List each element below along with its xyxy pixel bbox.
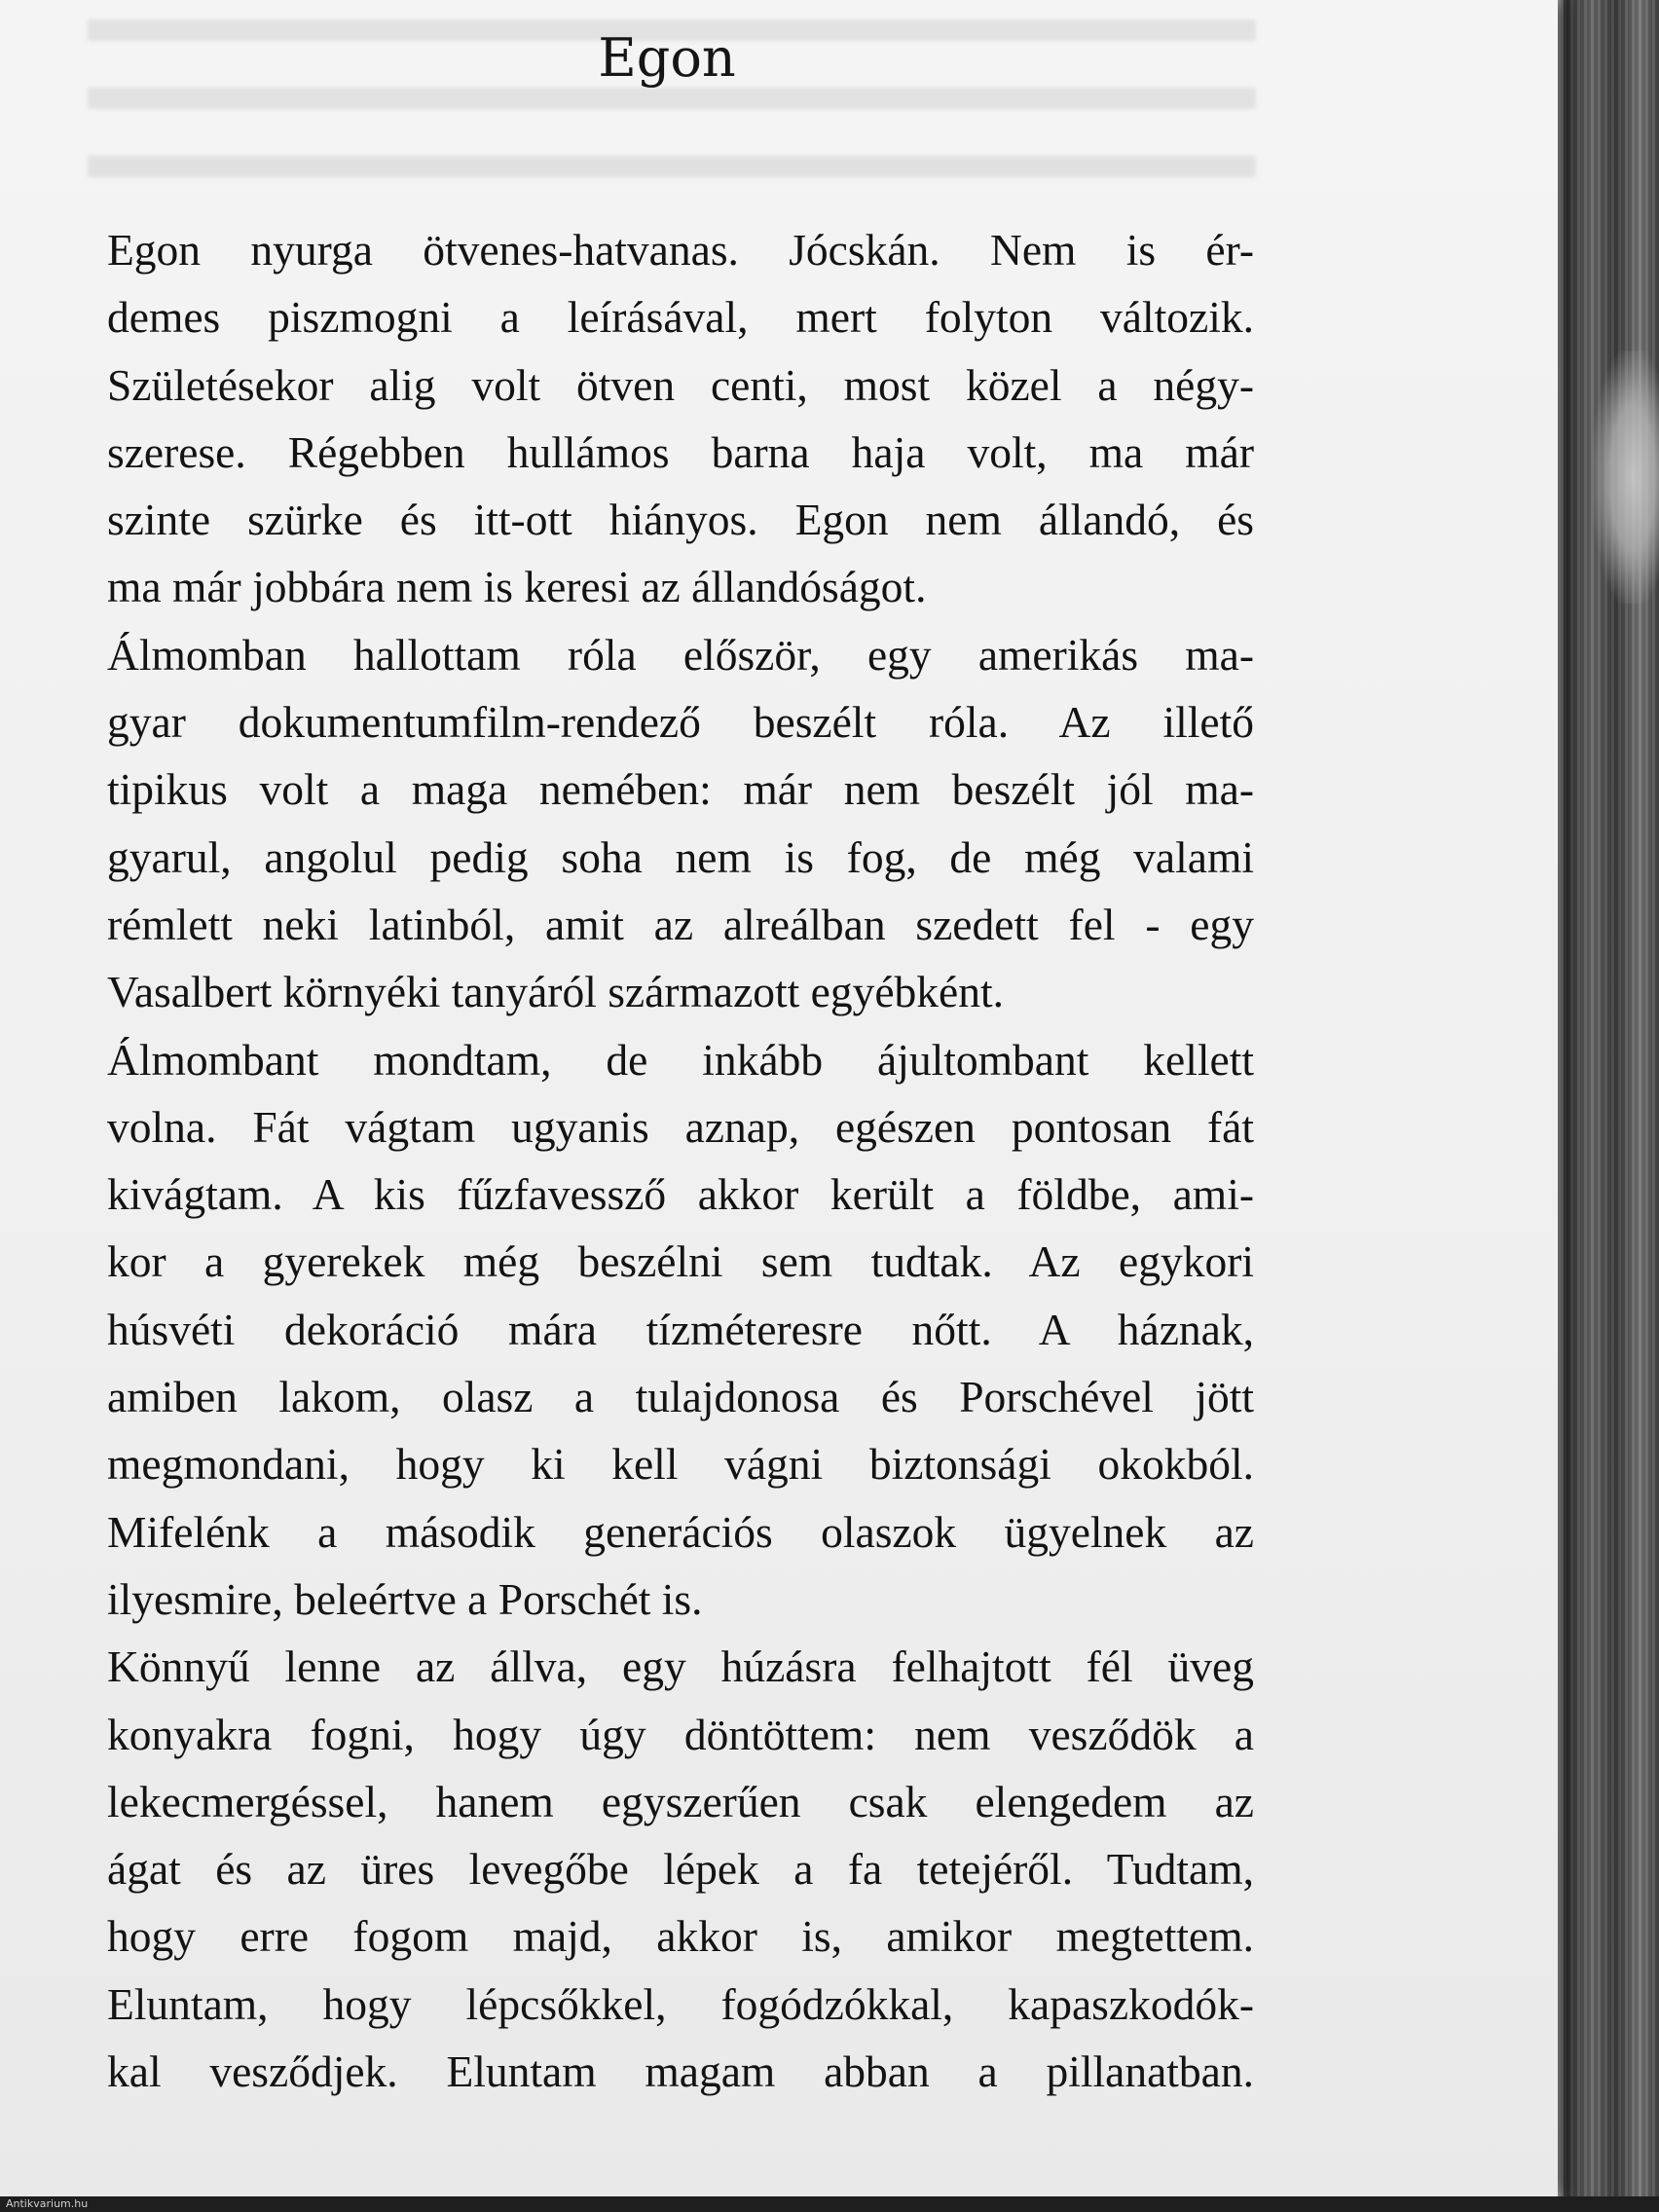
text-line: volna. Fát vágtam ugyanis aznap, egészen pontosan fát <box>107 1101 1254 1152</box>
text-line: szinte szürke és itt-ott hiányos. Egon nem állandó, és <box>107 495 1254 545</box>
bottom-strip <box>0 2196 1659 2212</box>
text-line: kal vesződjek. Eluntam magam abban a pillanatban. <box>107 2046 1254 2097</box>
text-line: gyarul, angolul pedig soha nem is fog, de még valami <box>107 831 1254 882</box>
text-line: konyakra fogni, hogy úgy döntöttem: nem vesződök a <box>107 1709 1254 1759</box>
text-line: rémlett neki latinból, amit az alreálban szedett fel - egy <box>107 899 1254 949</box>
text-line: szerese. Régebben hullámos barna haja volt, ma már <box>107 426 1254 477</box>
text-line: gyar dokumentumfilm-rendező beszélt róla. Az illető <box>107 697 1254 748</box>
text-line: tipikus volt a maga nemében: már nem beszélt jól ma- <box>107 764 1254 815</box>
text-line: Vasalbert környéki tanyáról származott egyébként. <box>107 967 1005 1017</box>
text-line: amiben lakom, olasz a tulajdonosa és Porschével jött <box>107 1372 1254 1422</box>
text-line: Születésekor alig volt ötven centi, most közel a négy- <box>107 359 1254 410</box>
watermark: Antikvarium.hu <box>6 2197 89 2210</box>
text-line: hogy erre fogom majd, akkor is, amikor megtettem. <box>107 1911 1254 1962</box>
text-line: húsvéti dekoráció mára tízméteresre nőtt. A háznak, <box>107 1304 1254 1354</box>
text-line: megmondani, hogy ki kell vágni biztonsági okokból. <box>107 1439 1254 1490</box>
text-line: kivágtam. A kis fűzfavessző akkor került a földbe, ami- <box>107 1169 1254 1220</box>
text-line: Mifelénk a második generációs olaszok ügyelnek az <box>107 1506 1254 1557</box>
fur-texture-background <box>1593 350 1659 604</box>
text-line: demes piszmogni a leírásával, mert folyton változik. <box>107 292 1254 343</box>
text-line: ilyesmire, beleértve a Porschét is. <box>107 1573 703 1624</box>
text-line: Álmomban hallottam róla először, egy amerikás ma- <box>107 629 1254 680</box>
wooden-surface-background <box>1564 0 1659 2212</box>
text-line: Egon nyurga ötvenes-hatvanas. Jócskán. Nem is ér- <box>107 225 1254 275</box>
body-text <box>107 216 1254 2105</box>
text-line: lekecmergéssel, hanem egyszerűen csak elengedem az <box>107 1776 1254 1826</box>
text-line: Könnyű lenne az állva, egy húzásra felhajtott fél üveg <box>107 1641 1254 1692</box>
text-line: Eluntam, hogy lépcsőkkel, fogódzókkal, kapaszkodók- <box>107 1978 1254 2029</box>
text-line: Álmombant mondtam, de inkább ájultombant kellett <box>107 1034 1254 1085</box>
text-line: kor a gyerekek még beszélni sem tudtak. Az egykori <box>107 1236 1254 1287</box>
text-line: ágat és az üres levegőbe lépek a fa tetejéről. Tudtam, <box>107 1844 1254 1895</box>
chapter-title: Egon <box>598 27 736 89</box>
text-line: ma már jobbára nem is keresi az állandóságot. <box>107 562 927 612</box>
